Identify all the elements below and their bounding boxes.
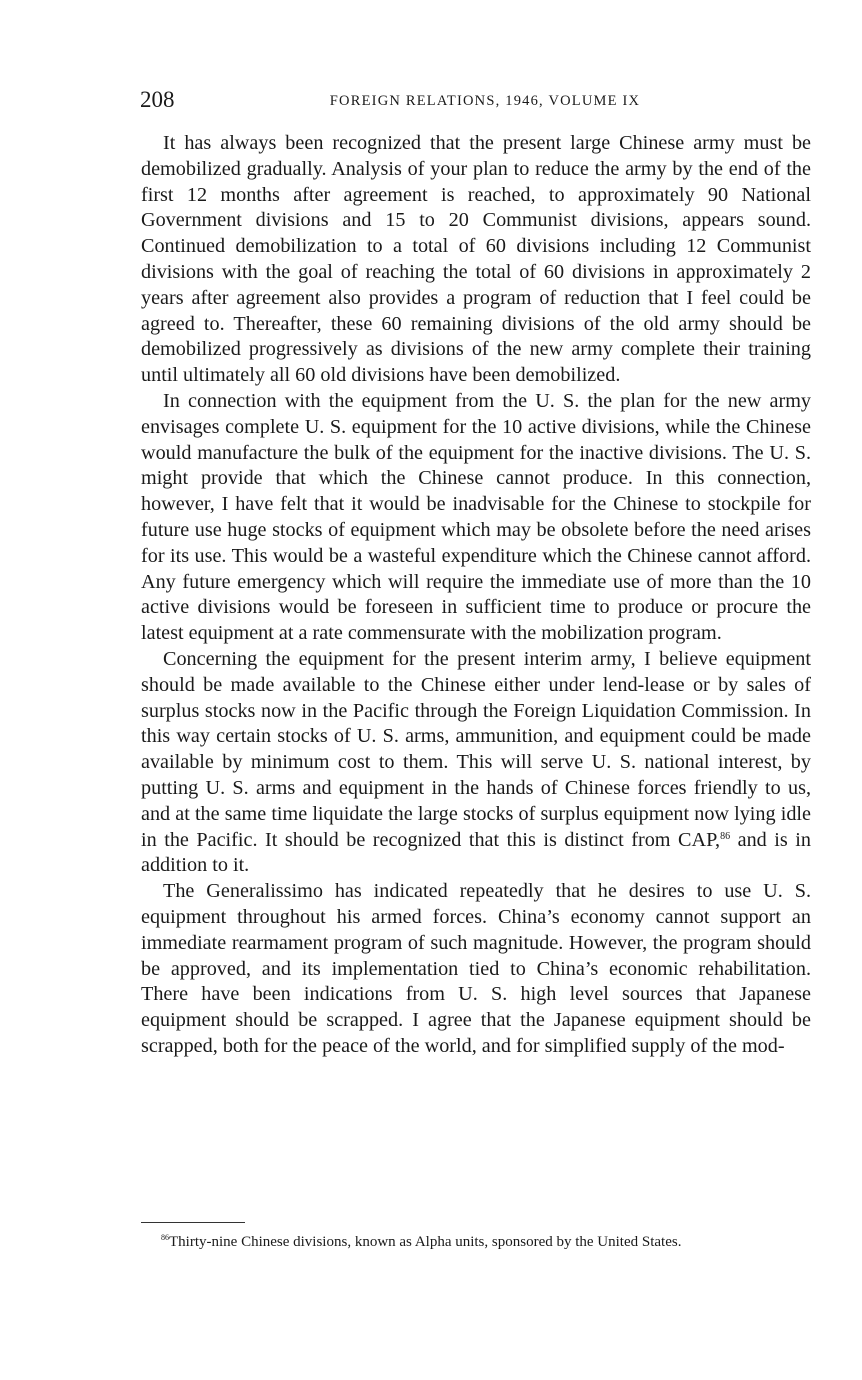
footnote-text: Thirty-nine Chinese divisions, known as Alpha units, sponsored by the United States.	[169, 1234, 682, 1250]
paragraph: In connection with the equipment from the U. S. the plan for the new army envisages complete U. S. equipment for the 10 active divisions, while the Chinese would manufacture the bulk of the equipment for the inactive divisions. The U. S. might provide that which the Chinese cannot produce. In this connection, however, I have felt that it would be inadvisable for the Chinese to stockpile for future use huge stocks of equipment which may be obsolete before the need arises for its use. This would be a wasteful expenditure which the Chinese cannot afford. Any future emergency which will require the immediate use of more than the 10 active divisions would be foreseen in sufficient time to produce or procure the latest equipment at a rate commensurate with the mobilization program.	[141, 389, 811, 645]
page-number: 208	[140, 87, 175, 112]
paragraph-text: and is in addition to it.	[141, 828, 811, 877]
paragraph: It has always been recognized that the present large Chinese army must be demobilized gradually. Analysis of your plan to reduce the army by the end of the first 12 months after agreement is reached, to approximately 90 National Government divisions and 15 to 20 Communist divisions, appears sound. Continued demobilization to a total of 60 divisions including 12 Communist divisions with the goal of reaching the total of 60 divisions in approximately 2 years after agreement also provides a program of reduction that I feel could be agreed to. Thereafter, these 60 remaining divisions of the old army should be demobilized progressively as divisions of the new army complete their training until ultimately all 60 old divisions have been demobilized.	[141, 132, 811, 387]
page-header	[140, 86, 812, 116]
paragraph	[141, 647, 811, 879]
paragraph: The Generalissimo has indicated repeatedly that he desires to use U. S. equipment throughout his armed forces. China’s economy cannot support an immediate rearmament program of such magnitude. However, the program should be approved, and its implementation tied to China’s economic rehabilitation. There have been indications from U. S. high level sources that Japanese equipment should be scrapped. I agree that the Japanese equipment should be scrapped, both for the peace of the world, and for simplified supply of the mod-	[141, 880, 811, 1057]
footnote	[141, 1233, 811, 1252]
body-text	[141, 131, 811, 1060]
footnote-marker: 86	[161, 1233, 169, 1242]
running-head: FOREIGN RELATIONS, 1946, VOLUME IX	[329, 93, 641, 109]
footnote-reference[interactable]: 86	[720, 830, 731, 842]
footnote-divider	[141, 1222, 245, 1223]
paragraph-text: Concerning the equipment for the present interim army, I believe equipment should be made available to the Chinese either under lend-lease or by sales of surplus stocks now in the Pacific through the Foreign Liquidation Commission. In this way certain stocks of U. S. arms, ammunition, and equipment could be made available by minimum cost to them. This will serve U. S. national interest, by putting U. S. arms and equipment in the hands of Chinese forces friendly to us, and at the same time liquidate the large stocks of surplus equipment now lying idle in the Pacific. It should be recognized that this is distinct from CAP,	[141, 647, 811, 851]
